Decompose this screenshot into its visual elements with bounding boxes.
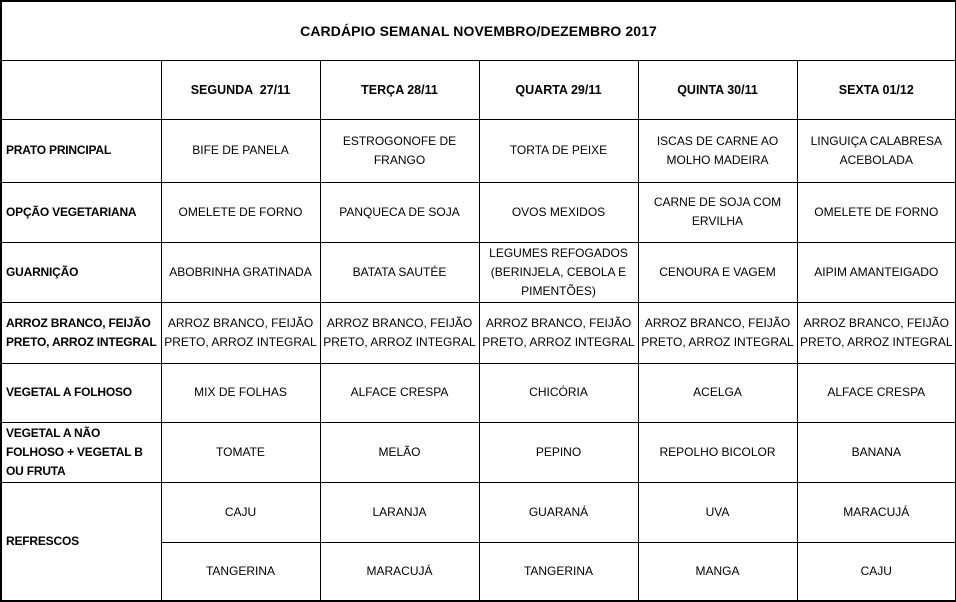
menu-cell: PEPINO (479, 422, 638, 482)
menu-cell: BATATA SAUTÉE (320, 242, 479, 302)
menu-cell: ARROZ BRANCO, FEIJÃO PRETO, ARROZ INTEGRAL (320, 302, 479, 363)
menu-cell: UVA (638, 482, 797, 542)
menu-cell: TANGERINA (479, 542, 638, 601)
table-row-guarnicao (1, 242, 956, 302)
day-header-segunda: SEGUNDA 27/11 (161, 60, 320, 119)
menu-cell: OMELETE DE FORNO (797, 182, 956, 242)
menu-cell: PANQUECA DE SOJA (320, 182, 479, 242)
day-header-quinta: QUINTA 30/11 (638, 60, 797, 119)
menu-cell: ABOBRINHA GRATINADA (161, 242, 320, 302)
menu-cell: REPOLHO BICOLOR (638, 422, 797, 482)
day-header-sexta: SEXTA 01/12 (797, 60, 956, 119)
row-header-refrescos: REFRESCOS (1, 482, 161, 601)
menu-cell: TOMATE (161, 422, 320, 482)
table-row-prato-principal (1, 119, 956, 182)
menu-cell: CAJU (161, 482, 320, 542)
menu-cell: CHICÓRIA (479, 363, 638, 422)
menu-cell: ARROZ BRANCO, FEIJÃO PRETO, ARROZ INTEGRAL (638, 302, 797, 363)
menu-cell: LARANJA (320, 482, 479, 542)
menu-cell: LINGUIÇA CALABRESA ACEBOLADA (797, 119, 956, 182)
menu-cell: MARACUJÁ (320, 542, 479, 601)
menu-cell: ESTROGONOFE DE FRANGO (320, 119, 479, 182)
corner-cell (1, 60, 161, 119)
menu-cell: ARROZ BRANCO, FEIJÃO PRETO, ARROZ INTEGRAL (797, 302, 956, 363)
row-header-guarnicao: GUARNIÇÃO (1, 242, 161, 302)
table-row-vegetal-nao-folhoso (1, 422, 956, 482)
page-title: CARDÁPIO SEMANAL NOVEMBRO/DEZEMBRO 2017 (1, 1, 956, 60)
table-row-refrescos-1 (1, 482, 956, 542)
row-header-vegetal-folhoso: VEGETAL A FOLHOSO (1, 363, 161, 422)
menu-cell: TANGERINA (161, 542, 320, 601)
menu-cell: MELÃO (320, 422, 479, 482)
menu-cell: TORTA DE PEIXE (479, 119, 638, 182)
menu-cell: ARROZ BRANCO, FEIJÃO PRETO, ARROZ INTEGRAL (479, 302, 638, 363)
row-header-opcao-vegetariana: OPÇÃO VEGETARIANA (1, 182, 161, 242)
table-row-opcao-vegetariana (1, 182, 956, 242)
title-row (1, 1, 956, 60)
day-header-quarta: QUARTA 29/11 (479, 60, 638, 119)
menu-cell: OMELETE DE FORNO (161, 182, 320, 242)
row-header-prato-principal: PRATO PRINCIPAL (1, 119, 161, 182)
menu-cell: CARNE DE SOJA COM ERVILHA (638, 182, 797, 242)
day-header-terca: TERÇA 28/11 (320, 60, 479, 119)
menu-cell: ISCAS DE CARNE AO MOLHO MADEIRA (638, 119, 797, 182)
menu-cell: AIPIM AMANTEIGADO (797, 242, 956, 302)
menu-cell: CENOURA E VAGEM (638, 242, 797, 302)
menu-cell: MARACUJÁ (797, 482, 956, 542)
menu-cell: ALFACE CRESPA (797, 363, 956, 422)
row-header-vegetal-nao-folhoso: VEGETAL A NÃO FOLHOSO + VEGETAL B OU FRUTA (1, 422, 161, 482)
table-row-arroz-feijao (1, 302, 956, 363)
menu-cell: MIX DE FOLHAS (161, 363, 320, 422)
row-header-arroz-feijao: ARROZ BRANCO, FEIJÃO PRETO, ARROZ INTEGRAL (1, 302, 161, 363)
menu-cell: OVOS MEXIDOS (479, 182, 638, 242)
menu-cell: ARROZ BRANCO, FEIJÃO PRETO, ARROZ INTEGRAL (161, 302, 320, 363)
menu-cell: MANGA (638, 542, 797, 601)
menu-cell: CAJU (797, 542, 956, 601)
menu-cell: GUARANÁ (479, 482, 638, 542)
header-row (1, 60, 956, 119)
menu-cell: BIFE DE PANELA (161, 119, 320, 182)
menu-cell: ALFACE CRESPA (320, 363, 479, 422)
menu-cell: BANANA (797, 422, 956, 482)
menu-cell: ACELGA (638, 363, 797, 422)
table-row-vegetal-folhoso (1, 363, 956, 422)
menu-cell: LEGUMES REFOGADOS (BERINJELA, CEBOLA E PIMENTÕES) (479, 242, 638, 302)
